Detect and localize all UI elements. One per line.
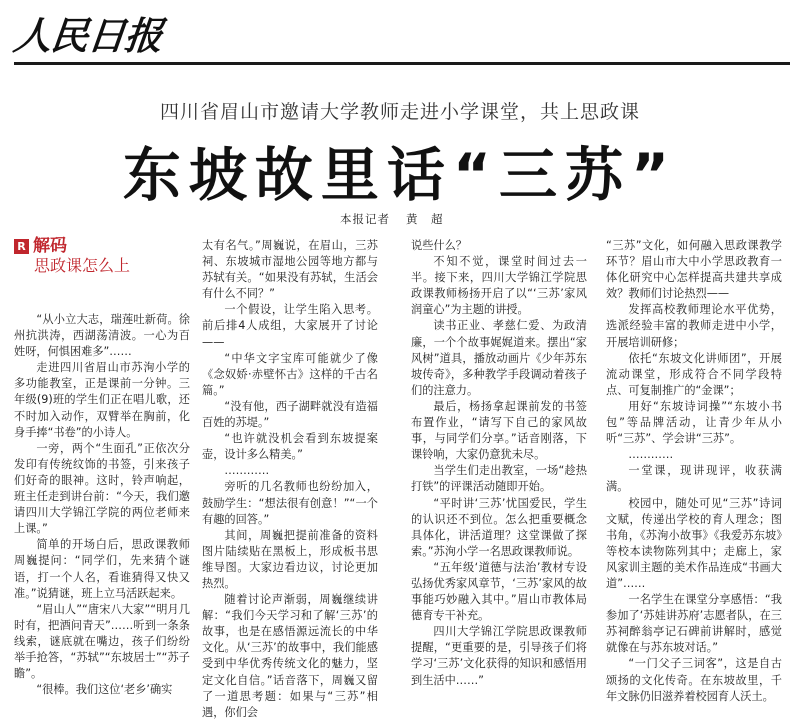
article-paragraph: “中华文字宝库可能就少了像《念奴娇·赤壁怀古》这样的千古名篇。” (202, 351, 378, 397)
masthead (11, 6, 165, 60)
article-paragraph: 一名学生在课堂分享感悟：“我参加了‘苏娃讲苏府’志愿者队，在三苏祠醉翁亭记石碑前讲解时，感觉就像在与苏东坡对话。” (606, 593, 782, 655)
section-subtitle: 思政课怎么上 (34, 256, 131, 276)
section-header (14, 238, 190, 312)
column-paragraphs (411, 238, 587, 689)
article-paragraph: 一个假设，让学生陷入思考。前后排4人成组，大家展开了讨论—— (202, 303, 378, 349)
column-paragraphs (606, 238, 782, 705)
article-paragraph: 四川大学锦江学院思政课教师提醒，“更重要的是，引导孩子们将学习‘三苏’文化获得的知识和感悟用到生活中……” (411, 625, 587, 687)
newspaper-logo[interactable]: 人民日报 (11, 13, 165, 58)
column-paragraphs (14, 312, 190, 698)
article-paragraph: 用好“东坡诗词操”“东坡小书包”等品牌活动，让青少年从小听“三苏”、学会讲“三苏”。 (606, 399, 782, 446)
section-r-icon: R (14, 239, 29, 254)
article-paragraph: “没有他，西子湖畔就没有造福百姓的苏堤。” (202, 399, 378, 430)
masthead-rule (14, 62, 790, 65)
article-paragraph: 读书正业、孝慈仁爱、为政清廉，一个个故事娓娓道来。摆出“家风树”道具，播放动画片《少年苏东坡传奇》，多种教学手段调动着孩子们的注意力。 (411, 319, 587, 397)
byline (340, 211, 444, 227)
article-paragraph: 一堂课，现讲现评，收获满满。 (606, 464, 782, 494)
article-paragraph: ………… (224, 464, 270, 478)
column-paragraphs (202, 238, 378, 721)
article-paragraph: 太有名气。”周巍说，在眉山，三苏祠、东坡城市湿地公园等地方都与苏轼有关。“如果没有苏轼，生活会有什么不同？” (202, 239, 378, 301)
article-column-4 (606, 238, 782, 703)
article-column-3 (411, 238, 587, 687)
section-tag (14, 238, 190, 254)
article-paragraph: 发挥高校教师理论水平优势，选派经验丰富的教师走进中小学，开展培训研修； (606, 303, 782, 349)
article-paragraph: 旁听的几名教师也纷纷加入，鼓励学生：“想法很有创意！”“一个有趣的回答。” (202, 480, 378, 526)
article-paragraph: 校园中，随处可见“三苏”诗词文赋，传递出学校的育人理念；图书角，《苏洵小故事》《我爱苏东坡》等校本读物陈列其中；走廊上，家风家训主题的美术作品连成“书画大道”…… (606, 496, 782, 590)
article-paragraph: 随着讨论声渐弱，周巍继续讲解：“我们今天学习和了解‘三苏’的故事，也是在感悟源远流长的中华文化。从‘三苏’的故事中，我们能感受到中华优秀传统文化的魅力，坚定文化自信。”话音落下，周巍又留了一道思考题：如果与“三苏”相遇，你们会 (202, 593, 378, 719)
article-paragraph: 最后，杨扬拿起课前发的书签布置作业，“请写下自己的家风故事，与同学们分享。”话音刚落，下课铃响，大家仍意犹未尽。 (411, 399, 587, 462)
section-title: 解码 (33, 236, 67, 256)
article-paragraph: “五年级‘道德与法治’教材专设弘扬优秀家风章节，‘三苏’家风的故事能巧妙融入其中。”眉山市教体局德育专干补充。 (411, 560, 587, 623)
article-paragraph: 一旁，两个“生面孔”正依次分发印有传统纹饰的书签，引来孩子们好奇的眼神。这时，铃声响起，班主任走到讲台前：“今天，我们邀请四川大学锦江学院的两位老师来上课。” (14, 441, 190, 536)
article-column-2 (202, 238, 378, 719)
byline-name: 黄 超 (406, 212, 444, 226)
article-headline: 东坡故里话“三苏” (122, 141, 678, 209)
article-paragraph: 当学生们走出教室，一场“趁热打铁”的评课活动随即开始。 (411, 464, 587, 494)
article-paragraph: “也许就没机会看到东坡提案壶，设计多么精美。” (202, 432, 378, 462)
article-paragraph: “从小立大志，瑞莲吐新荷。徐州抗洪涛，西湖荡清波。一心为百姓呀，何惧困难多”…… (14, 313, 190, 359)
article-column-1 (14, 236, 190, 697)
article-paragraph: 其间，周巍把提前准备的资料图片陆续贴在黑板上，形成板书思维导图。大家边看边议，讨论更加热烈。 (202, 528, 378, 590)
article-kicker: 四川省眉山市邀请大学教师走进小学课堂，共上思政课 (159, 101, 640, 123)
byline-label: 本报记者 (340, 212, 390, 226)
article-paragraph: “三苏”文化，如何融入思政课教学环节？眉山市大中小学思政教育一体化研究中心怎样提高共建共享成效？教师们讨论热烈—— (606, 239, 782, 301)
article-paragraph: 走进四川省眉山市苏洵小学的多功能教室，正是课前一分钟。三年级(9)班的学生们正在唱儿歌，还不时加入动作，双臂举在胸前，化身手捧“书卷”的小诗人。 (14, 361, 190, 439)
article-paragraph: “很棒。我们这位‘老乡’确实 (36, 683, 173, 697)
article-paragraph: “平时讲‘三苏’忧国爱民，学生的认识还不到位。怎么把重要概念具体化，讲活道理？这堂课做了探索。”苏洵小学一名思政课教师说。 (411, 496, 587, 558)
article-paragraph: 简单的开场白后，思政课教师周巍提问：“同学们，先来猜个谜语，打一个人名，看谁猜得又快又准。”说猜谜，班上立马活跃起来。 (14, 538, 190, 600)
article-paragraph: ………… (628, 448, 674, 462)
article-paragraph: “眉山人”“唐宋八大家”“明月几时有，把酒问青天”……听到一条条线索，谜底就在嘴边，孩子们纷纷举手抢答，“苏轼”“东坡居士”“苏子瞻”。 (14, 602, 190, 681)
article-paragraph: 依托“东坡文化讲师团”，开展流动课堂，形成符合不同学段特点、可复制推广的“金课”； (606, 351, 782, 397)
article-paragraph: “一门父子三词客”，这是自古颂扬的文化传奇。在东坡故里，千年文脉仍旧滋养着校园育人沃土。 (606, 657, 782, 703)
article-paragraph: 说些什么？ (411, 239, 467, 252)
article-paragraph: 不知不觉，课堂时间过去一半。接下来，四川大学锦江学院思政课教师杨扬开启了以“‘三苏’家风润童心”为主题的讲授。 (411, 255, 587, 317)
